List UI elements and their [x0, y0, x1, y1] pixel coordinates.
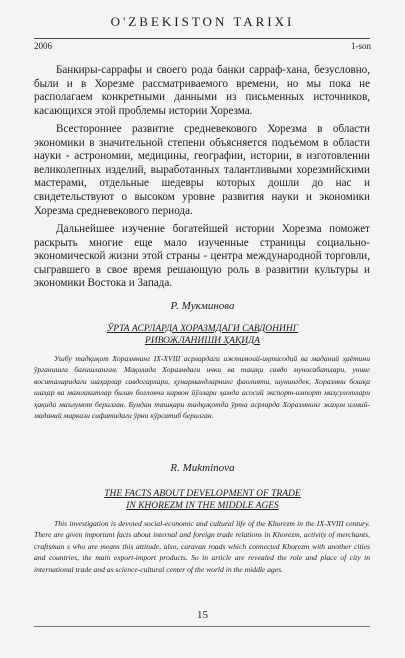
summary-title-en-line1: THE FACTS ABOUT DEVELOPMENT OF TRADE [104, 489, 301, 499]
summary-title-en-line2: IN KHOREZM IN THE MIDDLE AGES [126, 501, 279, 511]
author-uz: Р. Мукминова [170, 300, 235, 312]
summary-title-uz [0, 323, 405, 347]
year-label: 2006 [34, 41, 52, 51]
body-paragraph-2: Всестороннее развитие средневекового Хорезма в области экономики в значительной степени объясняется подъемом в области науки - астрономии, медицины, географии, истории, в изготовлении великолепных изделий, выработанных талантливыми хорезмийскими мастерами, отдельные шедевры которых дошли до нас и свидетельствуют о высоком уровне развития науки и экономики Хорезма средневекового периода. [34, 123, 370, 217]
page-number: 15 [197, 609, 208, 621]
abstract-en: This investigation is devoted social-economic and cultural life of the Khorezm in the IX-XVIII century. There are given important facts about internal and foreign trade relations in Khorezm, activity of merchants, craftsman s who are means this attitude, also, caravan roads which connected Khorezm with another cities and countries, the main export-import products. So in article are revealed the role and place of city in international trade and as science-cultural center of the world in the middle ages. [34, 519, 370, 574]
author-en: R. Mukminova [170, 462, 235, 474]
header-rule [34, 38, 370, 39]
abstract-uz: Ушбу тадқиқот Хоразмнинг IX-XVIII асрлардаги ижтимоий-иқтисодий ва маданий ҳаётини ўрганишга бағишланган. Мақолада Хоразмдаги ички ва ташқи савдо муносабатлари, унинг воситаларидаги шаҳарлар савдогарлари, ҳунармандларнинг фаолияти, шунингдек, Хоразмни бошқа шаҳар ва мамлакатлар билан боғловчи карвон йўллари ҳамда асосий экспорт-импорт маҳсулотлари ҳақида маълумот берилган. Бундан ташқари тадқиқотда ўрта асрларда Хоразмнинг жаҳон илмий-маданий маркази сифатидаги ўрни кўрсатиб берилган. [34, 354, 370, 421]
body-paragraph-3: Дальнейшее изучение богатейшей истории Хорезма поможет раскрыть многие еще мало изученные страницы социально-экономической жизни этой страны - центра международной торговли, сыгравшего в свое время решающую роль в развитии культуры и экономики Востока и Запада. [34, 223, 370, 290]
summary-title-en [0, 488, 405, 512]
journal-title: O'ZBEKISTON TARIXI [110, 14, 295, 29]
body-paragraph-1: Банкиры-саррафы и своего рода банки сарраф-хана, безусловно, были и в Хорезме рассматриваемого времени, но мы пока не располагаем конкретными данными из письменных источников, касающихся этой проблемы истории Хорезма. [34, 64, 370, 117]
summary-title-uz-line1: ЎРТА АСРЛАРДА ХОРАЗМДАГИ САВДОНИНГ [106, 324, 299, 334]
summary-title-uz-line2: РИВОЖЛАНИШИ ҲАҚИДА [145, 336, 260, 346]
footer-rule [34, 626, 370, 627]
issue-label: 1-son [351, 41, 371, 51]
